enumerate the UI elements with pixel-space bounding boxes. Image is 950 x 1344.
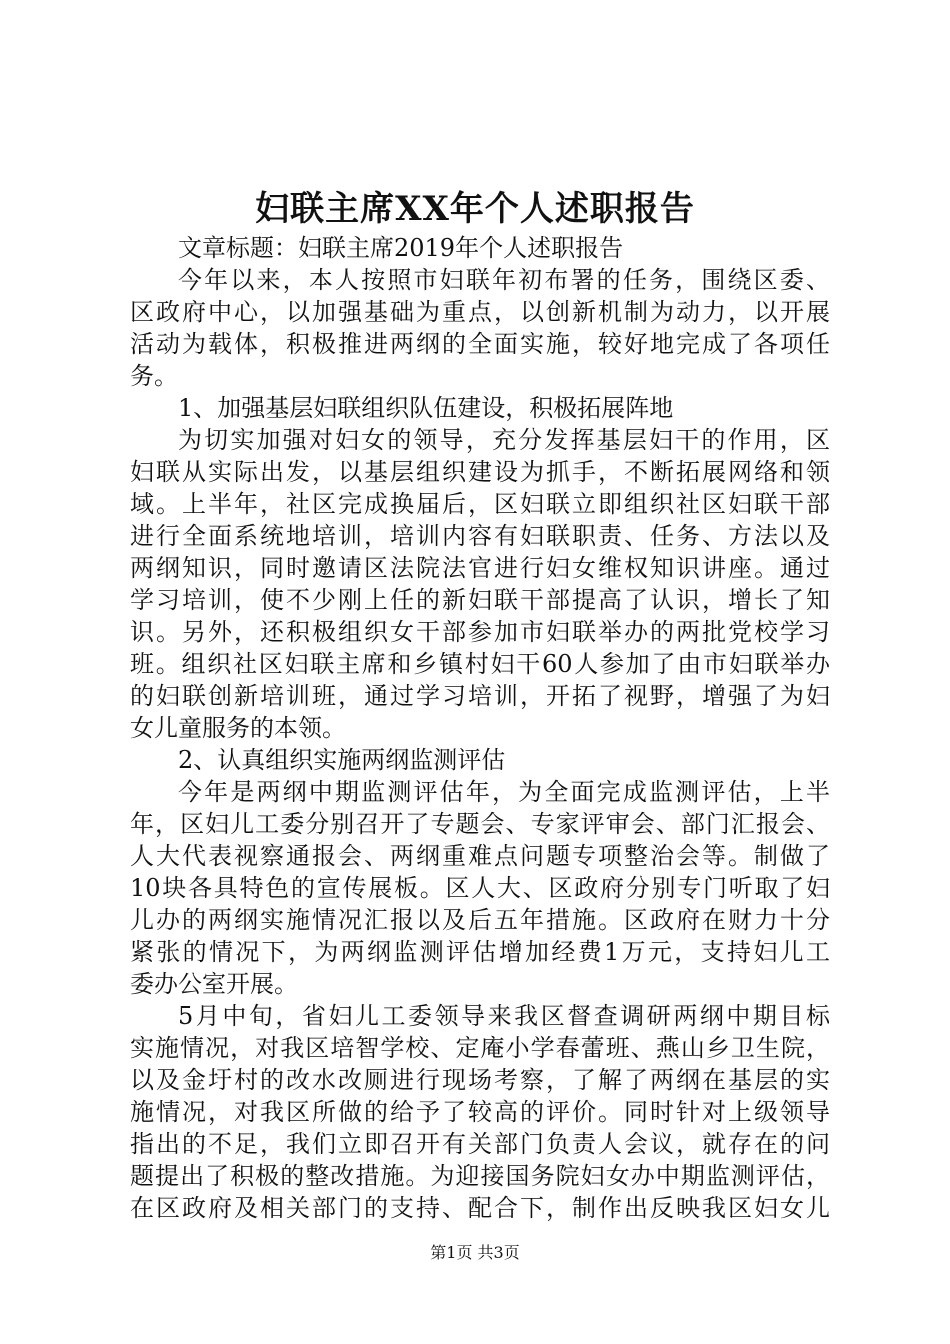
body-line: 儿办的两纲实施情况汇报以及后五年措施。区政府在财力十分 (130, 906, 830, 934)
body-line: 女儿童服务的本领。 (130, 714, 346, 742)
body-line: 文章标题：妇联主席2019年个人述职报告 (178, 234, 624, 262)
body-line: 实施情况，对我区培智学校、定庵小学春蕾班、燕山乡卫生院， (130, 1034, 830, 1062)
body-line: 域。上半年，社区完成换届后，区妇联立即组织社区妇联干部 (130, 490, 830, 518)
body-line: 学习培训，使不少刚上任的新妇联干部提高了认识，增长了知 (130, 586, 830, 614)
body-line: 指出的不足，我们立即召开有关部门负责人会议，就存在的问 (130, 1130, 830, 1158)
body-line: 10块各具特色的宣传展板。区人大、区政府分别专门听取了妇 (130, 874, 830, 902)
body-line: 委办公室开展。 (130, 970, 298, 998)
document-title: 妇联主席XX年个人述职报告 (255, 189, 695, 229)
body-line: 务。 (130, 362, 178, 390)
page-footer: 第1页 共3页 (430, 1243, 520, 1262)
body-line: 两纲知识，同时邀请区法院法官进行妇女维权知识讲座。通过 (130, 554, 830, 582)
body-line: 1、加强基层妇联组织队伍建设，积极拓展阵地 (178, 394, 674, 422)
body-line: 活动为载体，积极推进两纲的全面实施，较好地完成了各项任 (130, 330, 830, 358)
body-line: 以及金圩村的改水改厕进行现场考察，了解了两纲在基层的实 (130, 1066, 830, 1094)
body-line: 5月中旬，省妇儿工委领导来我区督查调研两纲中期目标 (178, 1002, 830, 1030)
body-line: 在区政府及相关部门的支持、配合下，制作出反映我区妇女儿 (130, 1194, 830, 1222)
body-line: 今年是两纲中期监测评估年，为全面完成监测评估，上半 (178, 778, 830, 806)
body-line: 的妇联创新培训班，通过学习培训，开拓了视野，增强了为妇 (130, 682, 830, 710)
body-line: 识。另外，还积极组织女干部参加市妇联举办的两批党校学习 (130, 618, 830, 646)
body-line: 施情况，对我区所做的给予了较高的评价。同时针对上级领导 (130, 1098, 830, 1126)
body-line: 今年以来，本人按照市妇联年初布署的任务，围绕区委、 (178, 266, 830, 294)
document-body (130, 232, 830, 1224)
body-line: 班。组织社区妇联主席和乡镇村妇干60人参加了由市妇联举办 (130, 650, 830, 678)
body-line: 区政府中心，以加强基础为重点，以创新机制为动力，以开展 (130, 298, 830, 326)
body-line: 妇联从实际出发，以基层组织建设为抓手，不断拓展网络和领 (130, 458, 830, 486)
body-line: 年，区妇儿工委分别召开了专题会、专家评审会、部门汇报会、 (130, 810, 830, 838)
body-line: 人大代表视察通报会、两纲重难点问题专项整治会等。制做了 (130, 842, 830, 870)
body-line: 2、认真组织实施两纲监测评估 (178, 746, 506, 774)
body-line: 进行全面系统地培训，培训内容有妇联职责、任务、方法以及 (130, 522, 830, 550)
body-line: 为切实加强对妇女的领导，充分发挥基层妇干的作用，区 (178, 426, 830, 454)
body-line: 题提出了积极的整改措施。为迎接国务院妇女办中期监测评估， (130, 1162, 830, 1190)
body-line: 紧张的情况下，为两纲监测评估增加经费1万元，支持妇儿工 (130, 938, 830, 966)
